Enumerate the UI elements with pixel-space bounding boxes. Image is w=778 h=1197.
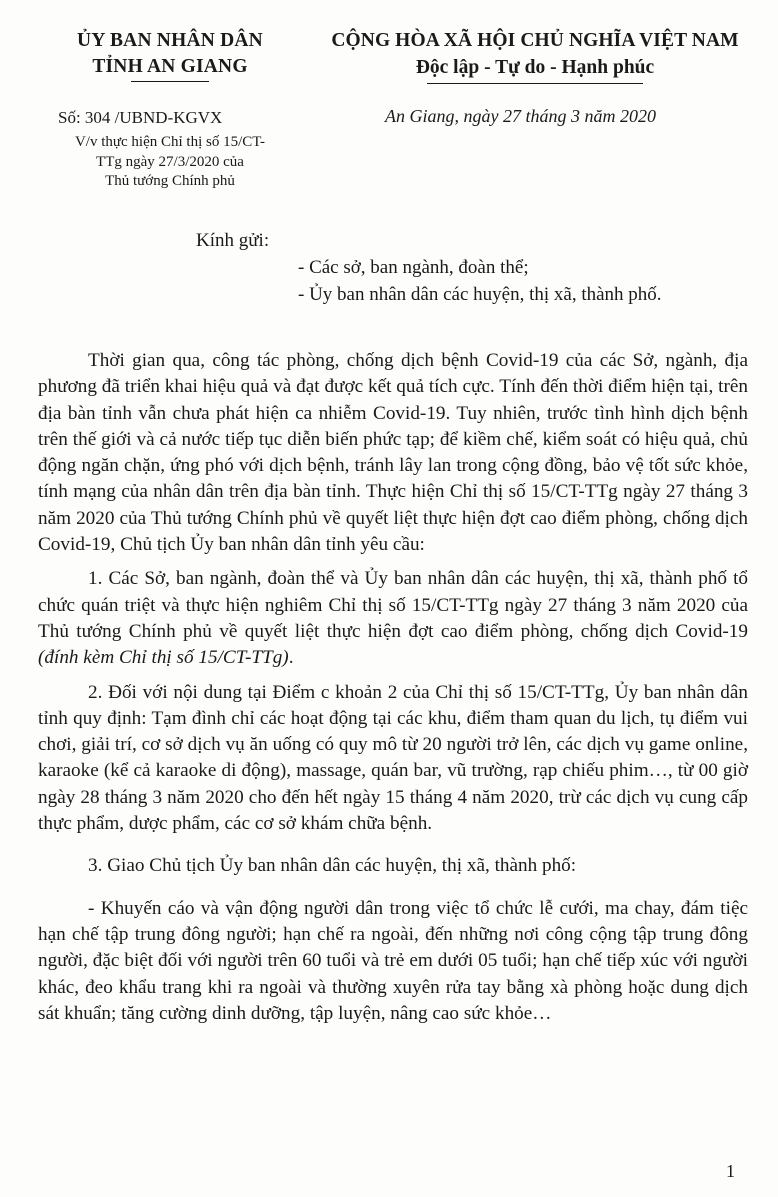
agency-name-line2: TỈNH AN GIANG [92, 56, 248, 77]
body-paragraph-item-2: 2. Đối với nội dung tại Điểm c khoản 2 của Chỉ thị số 15/CT-TTg, Ủy ban nhân dân tỉnh quy định: Tạm đình chỉ các hoạt động tại các khu, điểm tham quan du lịch, tụ điểm vui chơi, giải trí, cơ sở dịch vụ ăn uống có quy mô từ 20 người trở lên, các dịch vụ game online, karaoke (kể cả karaoke di động), massage, quán bar, vũ trường, rạp chiếu phim…, từ 00 giờ ngày 28 tháng 3 năm 2020 cho đến hết ngày 15 tháng 4 năm 2020, trừ các dịch vụ cung cấp thực phẩm, dược phẩm, các cơ sở khám chữa bệnh. [38, 681, 748, 835]
page-number: 1 [726, 1161, 735, 1181]
item-1-attachment-note: (đính kèm Chỉ thị số 15/CT-TTg) [38, 647, 289, 669]
recipient-item: - Các sở, ban ngành, đoàn thể; [298, 257, 529, 278]
document-body [38, 348, 748, 1035]
item-1-period: . [288, 647, 294, 669]
national-header-block [300, 28, 770, 84]
national-title: CỘNG HÒA XÃ HỘI CHỦ NGHĨA VIỆT NAM [331, 30, 739, 51]
body-paragraph-item-3-bullet: - Khuyến cáo và vận động người dân trong việc tổ chức lễ cưới, ma chay, đám tiệc hạn chế tập trung đông người; hạn chế ra ngoài, đến những nơi công cộng tập trung đông người, đặc biệt đối với người trên 60 tuổi và trẻ em dưới 05 tuổi; hạn chế tiếp xúc với người khác, đeo khẩu trang khi ra ngoài và thường xuyên rửa tay bằng xà phòng hoặc dung dịch sát khuẩn; tăng cường dinh dưỡng, tập luyện, nâng cao sức khỏe… [38, 897, 748, 1024]
subject-line: V/v thực hiện Chỉ thị số 15/CT- [74, 134, 266, 150]
document-subject [42, 133, 298, 192]
salutation-label: Kính gửi: [196, 230, 270, 251]
document-number: Số: 304 /UBND-KGVX [58, 108, 223, 127]
agency-underline [131, 81, 209, 82]
body-paragraph-intro: Thời gian qua, công tác phòng, chống dịch bệnh Covid-19 của các Sở, ngành, địa phương đã triển khai hiệu quả và đạt được kết quả tích cực. Tính đến thời điểm hiện tại, trên địa bàn tỉnh vẫn chưa phát hiện ca nhiễm Covid-19. Tuy nhiên, trước tình hình dịch bệnh trên thế giới và cả nước tiếp tục diễn biến phức tạp; để kiềm chế, kiểm soát có hiệu quả, chủ động ngăn chặn, ứng phó với dịch bệnh, tránh lây lan trong cộng đồng, bảo vệ tốt sức khỏe, tính mạng của nhân dân trên địa bàn tỉnh. Thực hiện Chỉ thị số 15/CT-TTg ngày 27 tháng 3 năm 2020 của Thủ tướng Chính phủ về quyết liệt thực hiện đợt cao điểm phòng, chống dịch Covid-19, Chủ tịch Ủy ban nhân dân tỉnh yêu cầu: [38, 350, 748, 556]
agency-name-line1: ỦY BAN NHÂN DÂN [77, 30, 263, 51]
subject-line: Thủ tướng Chính phủ [105, 173, 235, 189]
motto-underline [427, 83, 643, 84]
issuing-agency-block [50, 28, 290, 82]
national-motto: Độc lập - Tự do - Hạnh phúc [415, 57, 655, 78]
item-1-text: 1. Các Sở, ban ngành, đoàn thể và Ủy ban nhân dân các huyện, thị xã, thành phố tổ chức quán triệt và thực hiện nghiêm Chỉ thị số 15/CT-TTg ngày 27 tháng 3 năm 2020 của Thủ tướng Chính phủ về quyết liệt thực hiện đợt cao điểm phòng, chống dịch Covid-19 [38, 568, 748, 642]
document-date: An Giang, ngày 27 tháng 3 năm 2020 [385, 106, 656, 126]
recipient-list [298, 254, 662, 308]
body-paragraph-item-1 [38, 566, 748, 671]
recipient-item: - Ủy ban nhân dân các huyện, thị xã, thành phố. [298, 284, 662, 305]
body-paragraph-item-3: 3. Giao Chủ tịch Ủy ban nhân dân các huyện, thị xã, thành phố: [88, 855, 577, 877]
subject-line: TTg ngày 27/3/2020 của [96, 153, 244, 170]
